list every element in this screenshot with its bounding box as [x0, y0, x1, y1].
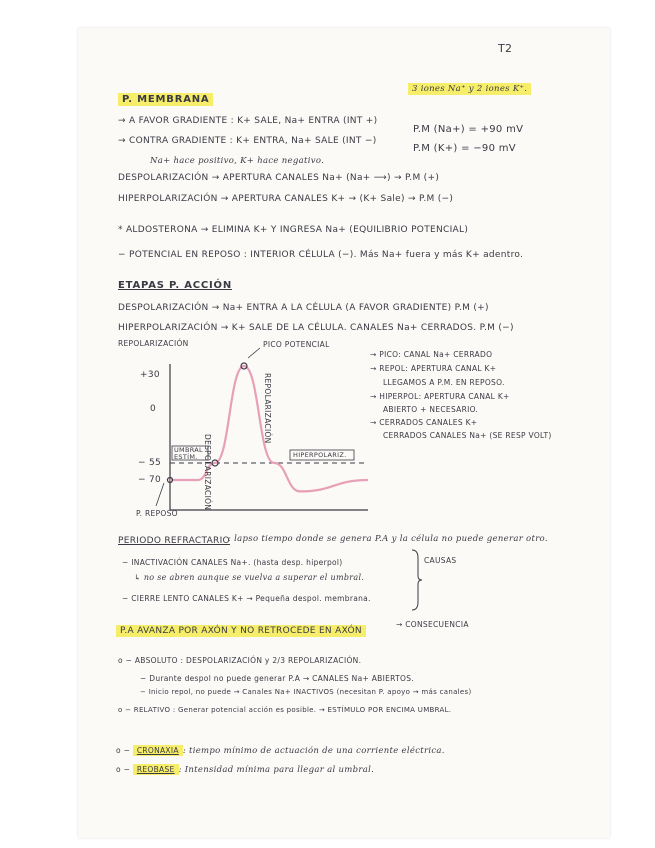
- causas-brace: [78, 28, 610, 838]
- chart-note-4: → HIPERPOL: APERTURA CANAL K+: [370, 392, 510, 401]
- label-peak: PICO POTENCIAL: [263, 340, 330, 349]
- refractario-title: PERIODO REFRACTARIO: [118, 536, 230, 546]
- label-umbral: UMBRAL ESTÍM.: [174, 446, 203, 461]
- tick-m70: − 70: [138, 475, 162, 485]
- refractario-line-1: − INACTIVACIÓN CANALES Na+. (hasta desp. hiperpol): [122, 558, 343, 567]
- chart-note-1: → PICO: CANAL Na+ CERRADO: [370, 350, 493, 359]
- causas-label: CAUSAS: [424, 556, 457, 565]
- ions-note: 3 iones Na⁺ y 2 iones K⁺.: [408, 83, 531, 95]
- refractario-line-2: ↳ no se abren aunque se vuelva a superar el umbral.: [134, 573, 365, 582]
- avanza-consequence: → CONSECUENCIA: [396, 620, 469, 629]
- definition-reobase: o − REOBASE : Intensidad mínima para llegar al umbral.: [116, 765, 375, 775]
- line-despol: DESPOLARIZACIÓN → APERTURA CANALES Na+ (Na+ ⟶) → P.M (+): [118, 173, 440, 183]
- chart-note-7: CERRADOS CANALES Na+ (SE RESP VOLT): [383, 431, 552, 440]
- term-cronaxia: CRONAXIA: [133, 745, 183, 756]
- term-reobase: REOBASE: [133, 764, 179, 775]
- line-aldosterona: * ALDOSTERONA → ELIMINA K+ Y INGRESA Na+ (EQUILIBRIO POTENCIAL): [118, 225, 469, 235]
- refractario-definition: : lapso tiempo donde se genera P.A y la célula no puede generar otro.: [228, 534, 548, 544]
- line-etapa-repol: REPOLARIZACIÓN: [118, 339, 189, 348]
- label-p-reposo: P. REPOSO: [136, 509, 178, 518]
- avanza-line-2: − Durante despol no puede generar P.A → CANALES Na+ ABIERTOS.: [140, 674, 414, 683]
- pm-k: P.M (K+) = −90 mV: [413, 143, 516, 154]
- line-etapa-despol: DESPOLARIZACIÓN → Na+ ENTRA A LA CÉLULA (A FAVOR GRADIENTE) P.M (+): [118, 303, 489, 313]
- chart-note-2: → REPOL: APERTURA CANAL K+: [370, 364, 497, 373]
- avanza-title: P.A AVANZA POR AXÓN Y NO RETROCEDE EN AXÓN: [116, 625, 366, 637]
- chart-note-3: LLEGAMOS A P.M. EN REPOSO.: [383, 378, 505, 387]
- tick-m55: − 55: [138, 458, 162, 468]
- chart-note-6: → CERRADOS CANALES K+: [370, 418, 478, 427]
- definition-cronaxia: o − CRONAXIA : tiempo mínimo de actuación de una corriente eléctrica.: [116, 746, 445, 756]
- line-a-favor: → A FAVOR GRADIENTE : K+ SALE, Na+ ENTRA (INT +): [118, 116, 378, 126]
- label-depol: DESPOLARIZACIÓN: [203, 434, 212, 511]
- avanza-line-1: o − ABSOLUTO : DESPOLARIZACIÓN y 2/3 REPOLARIZACIÓN.: [118, 656, 362, 665]
- page-number: T2: [498, 42, 513, 55]
- label-hiperpol: HIPERPOLARIZ.: [293, 451, 347, 459]
- chart-note-5: ABIERTO + NECESARIO.: [383, 405, 479, 414]
- line-na-k: Na+ hace positivo, K+ hace negativo.: [150, 156, 325, 166]
- line-etapa-hiperpol: HIPERPOLARIZACIÓN → K+ SALE DE LA CÉLULA. CANALES Na+ CERRADOS. P.M (−): [118, 323, 514, 333]
- section-title-membrana: P. MEMBRANA: [118, 93, 213, 106]
- refractario-line-3: − CIERRE LENTO CANALES K+ → Pequeña despol. membrana.: [122, 594, 371, 603]
- text-cronaxia: : tiempo mínimo de actuación de una corriente eléctrica.: [182, 746, 445, 756]
- avanza-line-3: − Inicio repol, no puede → Canales Na+ INACTIVOS (necesitan P. apoyo → más canales): [140, 688, 472, 696]
- tick-zero: 0: [150, 404, 157, 414]
- line-hiperpol: HIPERPOLARIZACIÓN → APERTURA CANALES K+ → (K+ Sale) → P.M (−): [118, 194, 454, 204]
- section-title-etapas: ETAPAS P. ACCIÓN: [118, 280, 233, 291]
- avanza-line-4: o − RELATIVO : Generar potencial acción es posible. → ESTÍMULO POR ENCIMA UMBRAL.: [118, 706, 452, 714]
- pm-na: P.M (Na+) = +90 mV: [413, 124, 524, 135]
- notebook-page: [78, 28, 610, 838]
- line-contra: → CONTRA GRADIENTE : K+ ENTRA, Na+ SALE (INT −): [118, 136, 377, 146]
- tick-plus30: +30: [140, 370, 160, 380]
- text-reobase: : Intensidad mínima para llegar al umbral.: [178, 765, 375, 775]
- line-potencial-reposo: − POTENCIAL EN REPOSO : INTERIOR CÉLULA (−). Más Na+ fuera y más K+ adentro.: [118, 250, 524, 260]
- label-repol: REPOLARIZACIÓN: [263, 373, 272, 444]
